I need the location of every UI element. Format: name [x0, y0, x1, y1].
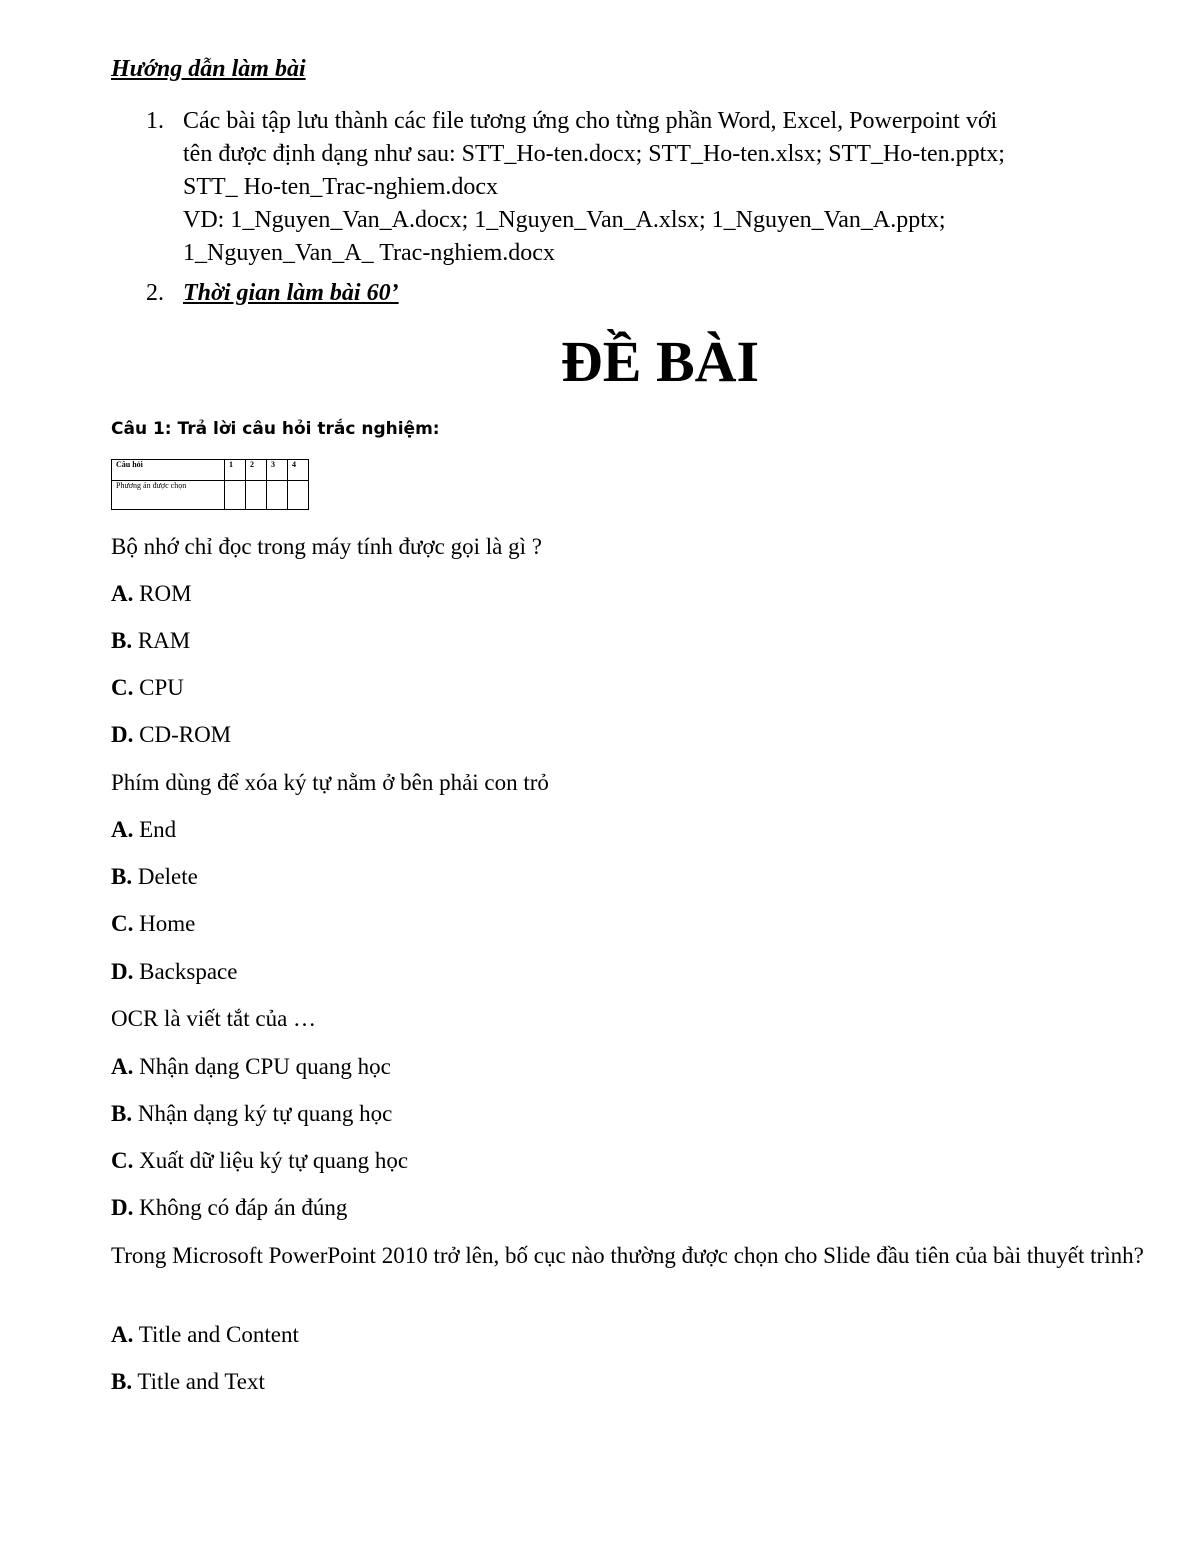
option — [111, 1146, 408, 1176]
guide-line: tên được định dạng như sau: STT_Ho-ten.docx; STT_Ho-ten.xlsx; STT_Ho-ten.pptx; — [183, 141, 1005, 167]
option-text: Title and Content — [133, 1322, 299, 1347]
table-cell — [288, 481, 309, 510]
option — [111, 1099, 392, 1129]
option-text: ROM — [133, 581, 192, 606]
option — [111, 1367, 265, 1397]
option-letter: B. — [111, 864, 133, 889]
option-letter: C. — [111, 675, 134, 700]
guide-item-2-body — [183, 277, 399, 310]
guide-line: Các bài tập lưu thành các file tương ứng cho từng phần Word, Excel, Powerpoint với — [183, 108, 998, 134]
option-text: Không có đáp án đúng — [133, 1195, 348, 1220]
question-1-heading: Câu 1: Trả lời câu hỏi trắc nghiệm: — [111, 419, 440, 439]
option-letter: D. — [111, 722, 134, 747]
table-cell: 2 — [246, 460, 267, 481]
option — [111, 909, 195, 939]
answer-table — [111, 459, 309, 510]
table-cell: Câu hỏi — [112, 460, 225, 481]
option-text: End — [133, 817, 177, 842]
option — [111, 815, 176, 845]
guide-line: STT_ Ho-ten_Trac-nghiem.docx — [183, 174, 499, 200]
table-cell: Phương án được chọn — [112, 481, 225, 510]
guide-line: 1_Nguyen_Van_A_ Trac-nghiem.docx — [183, 240, 555, 266]
option-letter: A. — [111, 817, 134, 842]
table-cell — [267, 481, 288, 510]
option — [111, 862, 198, 892]
option-text: CPU — [133, 675, 184, 700]
guide-title: Hướng dẫn làm bài — [111, 56, 306, 82]
table-cell: 1 — [225, 460, 246, 481]
question-text: Bộ nhớ chỉ đọc trong máy tính được gọi là gì ? — [111, 534, 542, 559]
option — [111, 1052, 391, 1082]
option-text: Title and Text — [132, 1369, 265, 1394]
option-text: Backspace — [133, 959, 238, 984]
option — [111, 626, 190, 656]
option — [111, 720, 231, 750]
list-number: 1. — [146, 108, 164, 134]
option-letter: A. — [111, 581, 134, 606]
main-title: ĐỀ BÀI — [560, 329, 760, 394]
table-cell: 3 — [267, 460, 288, 481]
table-cell — [225, 481, 246, 510]
option-letter: C. — [111, 911, 134, 936]
table-cell — [246, 481, 267, 510]
option-letter: A. — [111, 1322, 134, 1347]
option — [111, 1193, 347, 1223]
option-letter: D. — [111, 959, 134, 984]
table-row — [112, 460, 309, 481]
guide-item-1-body — [183, 105, 1005, 270]
table-row — [112, 481, 309, 510]
list-number: 2. — [146, 280, 164, 306]
option-text: CD-ROM — [133, 722, 232, 747]
time-limit: Thời gian làm bài 60’ — [183, 280, 399, 306]
question-text: Phím dùng để xóa ký tự nằm ở bên phải con trỏ — [111, 770, 549, 795]
option-text: Home — [133, 911, 196, 936]
option-text: RAM — [132, 628, 191, 653]
option-text: Nhận dạng ký tự quang học — [132, 1101, 393, 1126]
option-text: Nhận dạng CPU quang học — [133, 1054, 391, 1079]
question-text: OCR là viết tắt của … — [111, 1006, 317, 1031]
option-letter: A. — [111, 1054, 134, 1079]
option-letter: B. — [111, 628, 133, 653]
option — [111, 1320, 299, 1350]
option-letter: C. — [111, 1148, 134, 1173]
option-text: Delete — [132, 864, 198, 889]
option-letter: D. — [111, 1195, 134, 1220]
option — [111, 673, 184, 703]
option-text: Xuất dữ liệu ký tự quang học — [133, 1148, 409, 1173]
table-cell: 4 — [288, 460, 309, 481]
option-letter: B. — [111, 1101, 133, 1126]
guide-line: VD: 1_Nguyen_Van_A.docx; 1_Nguyen_Van_A.xlsx; 1_Nguyen_Van_A.pptx; — [183, 207, 946, 233]
option — [111, 957, 237, 987]
option-letter: B. — [111, 1369, 133, 1394]
question-text: Trong Microsoft PowerPoint 2010 trở lên, bố cục nào thường được chọn cho Slide đầu tiên của bài thuyết trình? — [111, 1243, 1144, 1268]
option — [111, 579, 192, 609]
